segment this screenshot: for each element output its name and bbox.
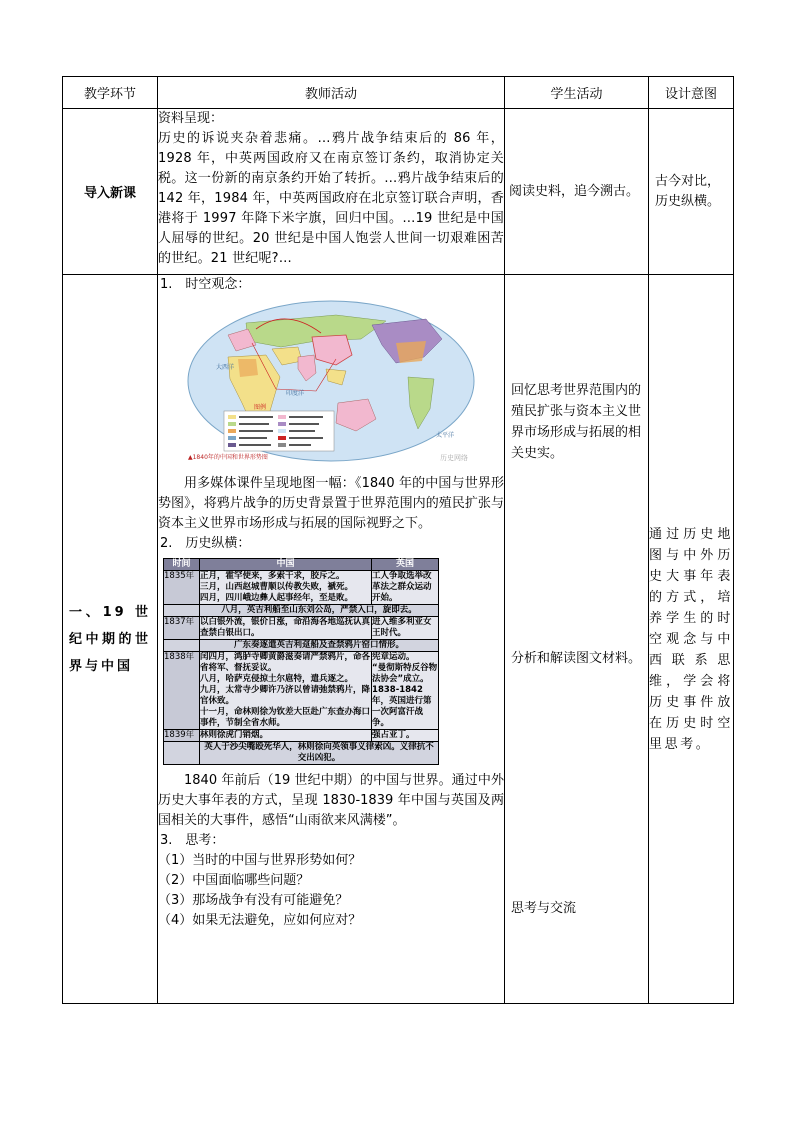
item1-title: 1. 时空观念： — [160, 277, 251, 292]
evt-head-china: 中国 — [200, 559, 372, 571]
map-caption: ▲1840年的中国和世界形势图 — [188, 454, 268, 461]
evt-britain: 工人争取选举改革法之群众运动开始。 — [372, 571, 439, 605]
item1-text: 用多媒体课件呈现地图一幅：《1840 年的中国与世界形势图》，将鸦片战争的历史背景置于世界范围内的殖民扩张与资本主义世界市场形成与拓展的国际视野之下。 — [158, 476, 504, 531]
header-student: 学生活动 — [505, 77, 649, 109]
evt-china: 以白银外流，银价日涨，命沿海各地巡抚认真查禁白银出口。 — [200, 617, 371, 638]
evt-year: 1839年 — [164, 730, 200, 742]
row1-section: 导入新课 — [63, 109, 158, 275]
evt-year: 1835年 — [164, 571, 200, 605]
evt-china: 闰四月，鸿胪寺卿黄爵滋奏请严禁鸦片，命各省将军、督抚妥议。 八月，哈萨克侵掠土尔扈特，遣兵逐之。 九月，太常寺少卿许乃济以曾请弛禁鸦片，降官休致。 十一月，命林则徐为钦差大臣赴广东查办海口事件，节制全省水师。 — [200, 652, 371, 728]
question-4: （4）如果无法避免，应如何应对？ — [158, 913, 362, 928]
student-activity-1: 回忆思考世界范围内的殖民扩张与资本主义世界市场形成与拓展的相关史实。 — [511, 383, 642, 461]
evt-china: 正月，霍罕使来，多索干求，胶斥之。 三月，山西赵城曹顺以传教失败，褫死。 四月，四川峨边彝人起事经年，至是败。 — [200, 571, 372, 605]
header-intent: 设计意图 — [649, 77, 734, 109]
evt-year: 1838年 — [164, 652, 200, 730]
world-map-1840 — [186, 299, 476, 464]
row2-student — [505, 275, 649, 1004]
item2-text: 1840 年前后（19 世纪中期）的中国与世界。通过中外历史大事年表的方式，呈现 1830-1839 年中国与英国及两国相关的大事件，感悟“山雨欲来风满楼”。 — [158, 773, 504, 828]
evt-china: 林则徐虎门销烟。 — [200, 730, 372, 742]
row1-intent: 古今对比，历史纵横。 — [649, 109, 734, 275]
legend-title: 图例 — [254, 404, 267, 411]
question-3: （3）那场战争有没有可能避免？ — [158, 893, 349, 908]
evt-year: 1837年 — [164, 617, 200, 640]
item3-title: 3. 思考： — [160, 833, 225, 848]
evt-head-britain: 英国 — [372, 559, 439, 571]
map-label-atlantic: 大西洋 — [216, 364, 235, 371]
evt-span: 广东奏逐遣英吉利趸船及查禁鸦片窑口情形。 — [200, 640, 439, 652]
student-activity-3: 思考与交流 — [511, 901, 577, 916]
map-watermark: 历史网络 — [440, 454, 468, 462]
events-timeline-table — [163, 558, 439, 765]
evt-span: 八月，英吉利船至山东刘公岛，严禁入口，旋即去。 — [200, 605, 439, 617]
evt-britain: 宪章运动。 “曼彻斯特反谷物法协会”成立。 1838-1842年，英国进行第一次阿富汗战争。 — [372, 652, 438, 728]
evt-span: 英人于沙尖嘴殴死华人，林则徐向英领事义律索凶。义律抗不交出凶犯。 — [200, 742, 439, 765]
world-map-svg — [186, 299, 476, 464]
row2-intent: 通过历史地图与中外历史大事年表的方式，培养学生的时空观念与中西联系思维，学会将历史事件放在历史时空里思考。 — [649, 275, 734, 1004]
evt-head-time: 时间 — [164, 559, 200, 571]
student-activity-2: 分析和解读图文材料。 — [511, 651, 642, 666]
row1-teacher — [158, 109, 505, 275]
row2-section: 一、19 世纪中期的世界与中国 — [63, 275, 158, 1004]
row1-teacher-line1: 资料呈现： — [158, 111, 224, 126]
question-1: （1）当时的中国与世界形势如何？ — [158, 853, 362, 868]
evt-britain: 强占亚丁。 — [372, 730, 439, 742]
header-section: 教学环节 — [63, 77, 158, 109]
map-label-indian: 印度洋 — [286, 390, 305, 397]
lesson-plan-table — [62, 76, 734, 1004]
item2-title: 2. 历史纵横： — [160, 536, 251, 551]
row1-student: 阅读史料，追今溯古。 — [505, 109, 649, 275]
map-label-pacific: 太平洋 — [436, 432, 455, 439]
evt-britain: 进入维多利亚女王时代。 — [372, 617, 439, 640]
header-teacher: 教师活动 — [158, 77, 505, 109]
row1-teacher-line2: 历史的诉说夹杂着悲痛。…鸦片战争结束后的 86 年，1928 年，中英两国政府又在南京签订条约，取消协定关税。这一份新的南京条约开始了转折。…鸦片战争结束后的 142 年，1984 年，中英两国政府在北京签订联合声明，香港将于 1997 年降下米字旗，回归中国。…19 世纪是中国人屈辱的世纪。20 世纪是中国人饱尝人世间一切艰难困苦的世纪。21 世纪呢?… — [158, 131, 504, 266]
question-2: （2）中国面临哪些问题？ — [158, 873, 310, 888]
row2-teacher — [158, 275, 505, 1004]
